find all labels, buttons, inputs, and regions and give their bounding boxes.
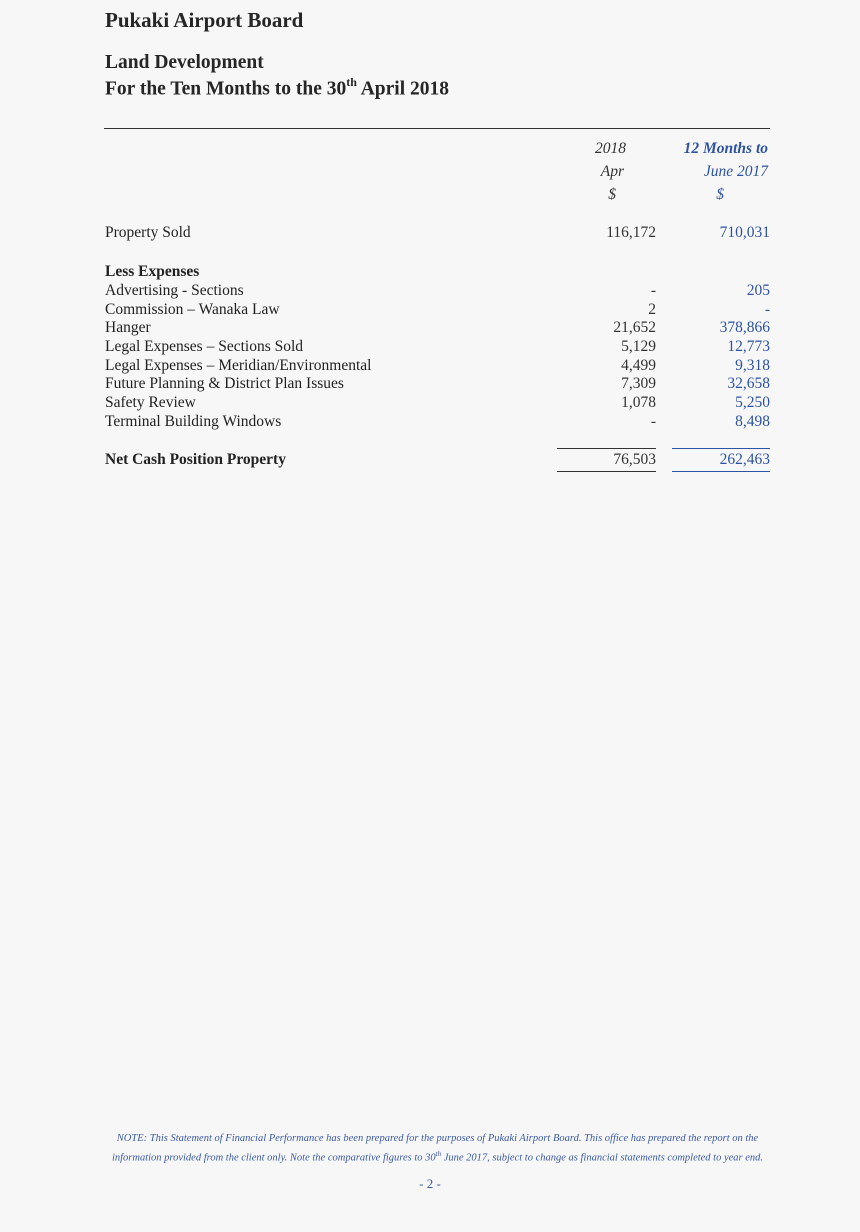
expense-current: - (650, 412, 656, 430)
expense-prior: - (764, 300, 770, 318)
total-current: 76,503 (613, 451, 656, 468)
expense-label: Advertising - Sections (105, 282, 244, 299)
total-row (105, 450, 770, 469)
expense-prior: 9,318 (735, 356, 770, 374)
expense-row (105, 356, 770, 375)
expense-current: 1,078 (621, 394, 656, 411)
expense-prior: 205 (746, 282, 770, 299)
income-row (105, 223, 770, 242)
total-label: Net Cash Position Property (105, 451, 286, 468)
column-current-currency: $ (608, 186, 616, 203)
expense-label: Future Planning & District Plan Issues (105, 375, 344, 392)
organisation-name: Pukaki Airport Board (105, 8, 304, 32)
income-current: 116,172 (606, 224, 656, 241)
expense-label: Hanger (105, 319, 151, 336)
expense-label: Commission – Wanaka Law (105, 300, 280, 318)
expense-row (105, 393, 770, 412)
column-prior-currency: $ (716, 186, 724, 203)
expense-row (105, 412, 770, 431)
expense-prior: 32,658 (727, 375, 770, 392)
expense-row (105, 337, 770, 356)
expense-prior: 8,498 (735, 412, 770, 430)
expense-current: 2 (648, 300, 656, 318)
expense-row (105, 281, 770, 300)
expense-current: 21,652 (613, 319, 656, 336)
report-title: Land Development (105, 52, 264, 73)
expenses-heading: Less Expenses (105, 263, 200, 280)
expense-prior: 5,250 (735, 394, 770, 411)
expense-row (105, 318, 770, 337)
expense-label: Legal Expenses – Sections Sold (105, 338, 304, 355)
header-rule (104, 128, 770, 129)
expense-row (105, 374, 770, 393)
expense-label: Safety Review (105, 394, 196, 411)
total-rule-top-prior (672, 448, 770, 449)
total-rule-top-current (557, 448, 656, 449)
report-period: For the Ten Months to the 30th April 2018 (105, 75, 450, 100)
expense-current: 7,309 (621, 375, 656, 392)
income-prior: 710,031 (719, 224, 770, 241)
column-current-year: 2018 (595, 140, 626, 157)
page-number: - 2 - (419, 1176, 441, 1191)
total-prior: 262,463 (719, 451, 770, 468)
expense-row (105, 300, 770, 319)
expense-label: Terminal Building Windows (105, 412, 282, 430)
expense-current: - (650, 282, 656, 299)
column-prior-label: 12 Months to (683, 140, 768, 157)
disclaimer-note: NOTE: This Statement of Financial Performance has been prepared for the purposes of Pukaki Airport Board. This office has prepared the report on the information provided from the client only. Note the comparative figures to 30th June 2017, subject to change as financial statements completed to year end. (111, 1133, 764, 1163)
column-current-month: Apr (600, 163, 624, 180)
expense-prior: 12,773 (727, 338, 770, 355)
total-rule-bottom-current (557, 471, 656, 472)
expense-current: 5,129 (621, 338, 656, 355)
column-header-current (540, 137, 626, 206)
column-header-prior (640, 137, 768, 206)
expense-prior: 378,866 (719, 319, 770, 336)
expense-label: Legal Expenses – Meridian/Environmental (105, 356, 372, 374)
income-label: Property Sold (105, 224, 191, 241)
expense-current: 4,499 (621, 356, 656, 374)
column-prior-period: June 2017 (703, 163, 768, 180)
total-rule-bottom-prior (672, 471, 770, 472)
